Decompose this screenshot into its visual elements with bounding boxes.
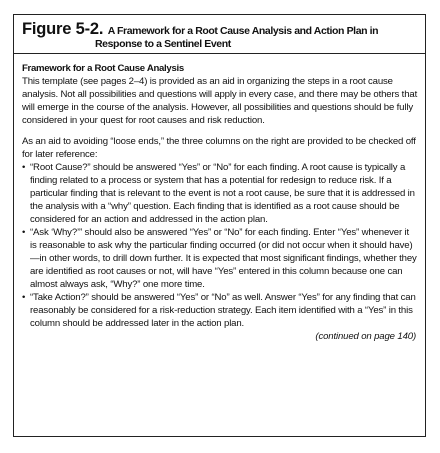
figure-title-line2: Response to a Sentinel Event [95, 38, 231, 50]
bullet-icon: • [22, 292, 26, 303]
list-item-text: “Ask ‘Why?’” should also be answered “Yes” or “No” for each finding. Enter “Yes” whenever it is reasonable to ask why the particular finding occurred (or did not occur when it should have)—in other words, to drill down further. It is expected that most significant findings, whether they are identified as root causes or not, will have “Yes” entered in this column because one can almost always ask, “Why?” one more time. [30, 227, 417, 290]
figure-title-line1: A Framework for a Root Cause Analysis and Action Plan in [107, 25, 379, 37]
list-item-root-cause [22, 161, 418, 226]
bullet-icon: • [22, 162, 26, 173]
list-item-text: “Root Cause?” should be answered “Yes” or “No” for each finding. A root cause is typically a finding related to a process or system that has a potential for redesign to reduce risk. If a particular finding that is relevant to the event is not a root cause, be sure that it is addressed in the analysis with a “why” question. Each finding that is identified as a root cause should be considered for an action and addressed in the action plan. [30, 162, 415, 225]
figure-number: Figure 5-2. [22, 20, 104, 38]
columns-paragraph: As an aid to avoiding “loose ends,” the three columns on the right are provided to be checked off for later reference: [22, 136, 416, 160]
list-item-ask-why [22, 226, 418, 291]
figure-body [22, 62, 418, 343]
intro-paragraph: This template (see pages 2–4) is provided as an aid in organizing the steps in a root cause analysis. Not all possibilities and questions will apply in every case, and there may be others that will emerge in the course of the analysis. However, all possibilities and questions should be fully considered in your quest for root causes and risk reduction. [22, 76, 418, 126]
header-divider [13, 53, 426, 54]
list-item-text: “Take Action?” should be answered “Yes” or “No” as well. Answer “Yes” for any finding that can reasonably be considered for a risk-reduction strategy. Each item identified with a “Yes” in this column should be addressed later in the action plan. [30, 292, 416, 329]
bullet-icon: • [22, 227, 26, 238]
continued-note: (continued on page 140) [315, 331, 416, 342]
section-heading: Framework for a Root Cause Analysis [22, 63, 184, 74]
bullet-list [22, 161, 418, 330]
figure-header [22, 20, 422, 50]
list-item-take-action [22, 291, 418, 330]
